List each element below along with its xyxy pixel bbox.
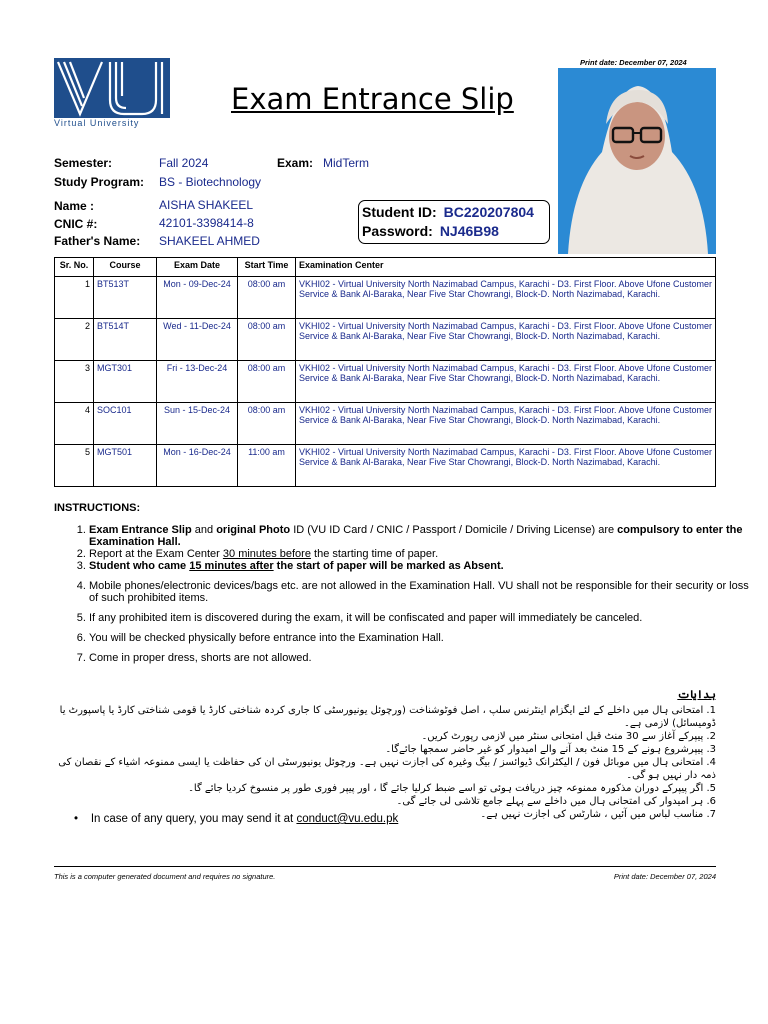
student-id-label: Student ID: <box>362 204 437 220</box>
instruction-item: 6. You will be checked physically before entrance into the Examination Hall. <box>89 632 759 644</box>
urdu-instructions <box>46 704 716 821</box>
cell-course: MGT501 <box>94 445 157 487</box>
student-id-value: BC220207804 <box>443 204 534 220</box>
header-sr-no: Sr. No. <box>55 258 94 277</box>
table-row <box>55 403 716 445</box>
footer-note: This is a computer generated document and requires no signature. <box>54 872 276 881</box>
footer-divider <box>54 866 716 867</box>
father-label: Father's Name: <box>54 234 141 248</box>
header-course: Course <box>94 258 157 277</box>
header-exam-center: Examination Center <box>296 258 716 277</box>
cell-date: Fri - 13-Dec-24 <box>157 361 238 403</box>
query-note <box>74 813 398 825</box>
footer-print-date: Print date: December 07, 2024 <box>613 872 716 881</box>
cell-time: 08:00 am <box>238 319 296 361</box>
student-photo <box>558 68 716 254</box>
exam-label: Exam: <box>277 156 314 170</box>
exam-value: MidTerm <box>323 156 370 170</box>
urdu-line: 5. اگر پیپرکے دوران مذکورہ ممنوعہ چیز دریافت ہوئی تو اسے ضبط کرلیا جائے گا ، اور پیپر فوری طور پر منسوخ کردیا جائے گا۔ <box>188 783 716 794</box>
table-row <box>55 361 716 403</box>
vu-logo <box>54 58 172 130</box>
program-label: Study Program: <box>54 175 145 189</box>
cell-time: 08:00 am <box>238 361 296 403</box>
table-row <box>55 277 716 319</box>
cell-sr: 5 <box>55 445 94 487</box>
table-row <box>55 319 716 361</box>
instructions-list <box>54 524 759 664</box>
cell-date: Mon - 16-Dec-24 <box>157 445 238 487</box>
instruction-item: 2. Report at the Exam Center 30 minutes before the starting time of paper. <box>89 548 759 560</box>
query-text: In case of any query, you may send it at <box>90 813 297 825</box>
cell-sr: 2 <box>55 319 94 361</box>
urdu-line: 1. امتحانی ہال میں داخلے کے لئے ایگزام اینٹرنس سلپ ، اصل فوٹوشناخت (ورچوئل یونیورسٹی کا جاری کردہ شناختی کارڈ یا قومی شناختی کارڈ یا پاسپورٹ یا ڈومیسائل) لازمی ہے۔ <box>59 705 716 729</box>
urdu-line: 3. پیپرشروع ہونے کے 15 منٹ بعد آنے والے امیدوار کو غیر حاضر سمجھا جائےگا۔ <box>385 744 716 755</box>
urdu-instructions-heading: ہدایات <box>677 689 716 701</box>
urdu-line: 4. امتحانی ہال میں موبائل فون / الیکٹرانک ڈیوائسز / بیگ وغیرہ کی اجازت نہیں ہے۔ ورچوئل یونیورسٹی ان کی حفاظت یا ایسی ممنوعہ اشیاء کے نقصان کی ذمہ دار نہیں ہو گی۔ <box>58 757 716 781</box>
father-value: SHAKEEL AHMED <box>159 234 260 248</box>
cell-date: Sun - 15-Dec-24 <box>157 403 238 445</box>
cell-center: VKHI02 - Virtual University North Nazimabad Campus, Karachi - D3. First Floor. Above Ufone Customer Service & Bank Al-Baraka, Near Five Star Chowrangi, Block-D. North Nazimabad, Karachi. <box>296 277 716 319</box>
cell-time: 08:00 am <box>238 403 296 445</box>
cnic-label: CNIC #: <box>54 217 98 231</box>
instruction-item: 5. If any prohibited item is discovered during the exam, it will be confiscated and paper will immediately be canceled. <box>89 612 759 624</box>
cell-time: 11:00 am <box>238 445 296 487</box>
semester-label: Semester: <box>54 156 113 170</box>
cell-course: BT513T <box>94 277 157 319</box>
cell-sr: 3 <box>55 361 94 403</box>
urdu-line: 7. مناسب لباس میں آئیں ، شارٹس کی اجازت نہیں ہے۔ <box>480 809 716 820</box>
cell-sr: 4 <box>55 403 94 445</box>
table-header-row <box>55 258 716 277</box>
credentials-box <box>358 200 550 244</box>
cell-sr: 1 <box>55 277 94 319</box>
cell-course: MGT301 <box>94 361 157 403</box>
name-label: Name : <box>54 199 95 213</box>
cnic-value: 42101-3398414-8 <box>159 216 254 230</box>
urdu-line: 6. ہر امیدوار کی امتحانی ہال میں داخلے سے پہلے جامع تلاشی لی جائے گی۔ <box>396 796 716 807</box>
print-date-top: Print date: December 07, 2024 <box>580 58 687 67</box>
cell-date: Wed - 11-Dec-24 <box>157 319 238 361</box>
password-row <box>362 223 499 239</box>
semester-value: Fall 2024 <box>159 156 209 170</box>
student-id-row <box>362 204 534 220</box>
instruction-item: 1. Exam Entrance Slip and original Photo ID (VU ID Card / CNIC / Passport / Domicile / Driving License) are compulsory to enter the Examination Hall. <box>89 524 759 548</box>
cell-course: BT514T <box>94 319 157 361</box>
cell-center: VKHI02 - Virtual University North Nazimabad Campus, Karachi - D3. First Floor. Above Ufone Customer Service & Bank Al-Baraka, Near Five Star Chowrangi, Block-D. North Nazimabad, Karachi. <box>296 403 716 445</box>
cell-time: 08:00 am <box>238 277 296 319</box>
header-exam-date: Exam Date <box>157 258 238 277</box>
name-value: AISHA SHAKEEL <box>159 198 254 212</box>
password-value: NJ46B98 <box>439 223 499 239</box>
instruction-item: 7. Come in proper dress, shorts are not allowed. <box>89 652 759 664</box>
logo-tagline: Virtual University <box>54 118 140 128</box>
page-title: Exam Entrance Slip <box>231 82 514 116</box>
cell-center: VKHI02 - Virtual University North Nazimabad Campus, Karachi - D3. First Floor. Above Ufone Customer Service & Bank Al-Baraka, Near Five Star Chowrangi, Block-D. North Nazimabad, Karachi. <box>296 361 716 403</box>
cell-course: SOC101 <box>94 403 157 445</box>
instruction-item: 3. Student who came 15 minutes after the start of paper will be marked as Absent. <box>89 560 759 572</box>
urdu-line: 2. پیپرکے آغاز سے 30 منٹ قبل امتحانی سنٹر میں لازمی رپورٹ کریں۔ <box>421 731 716 742</box>
cell-center: VKHI02 - Virtual University North Nazimabad Campus, Karachi - D3. First Floor. Above Ufone Customer Service & Bank Al-Baraka, Near Five Star Chowrangi, Block-D. North Nazimabad, Karachi. <box>296 445 716 487</box>
program-value: BS - Biotechnology <box>159 175 262 189</box>
query-email-link[interactable]: conduct@vu.edu.pk <box>296 813 399 825</box>
password-label: Password: <box>362 223 433 239</box>
instruction-item: 4. Mobile phones/electronic devices/bags etc. are not allowed in the Examination Hall. VU shall not be responsible for their security or loss of such prohibited items. <box>89 580 759 604</box>
cell-center: VKHI02 - Virtual University North Nazimabad Campus, Karachi - D3. First Floor. Above Ufone Customer Service & Bank Al-Baraka, Near Five Star Chowrangi, Block-D. North Nazimabad, Karachi. <box>296 319 716 361</box>
vu-logo-mark <box>54 58 170 118</box>
header-start-time: Start Time <box>238 258 296 277</box>
table-row <box>55 445 716 487</box>
instructions-heading: INSTRUCTIONS: <box>54 502 141 514</box>
exam-schedule-table <box>54 257 716 487</box>
bullet-icon: • <box>74 813 91 825</box>
cell-date: Mon - 09-Dec-24 <box>157 277 238 319</box>
